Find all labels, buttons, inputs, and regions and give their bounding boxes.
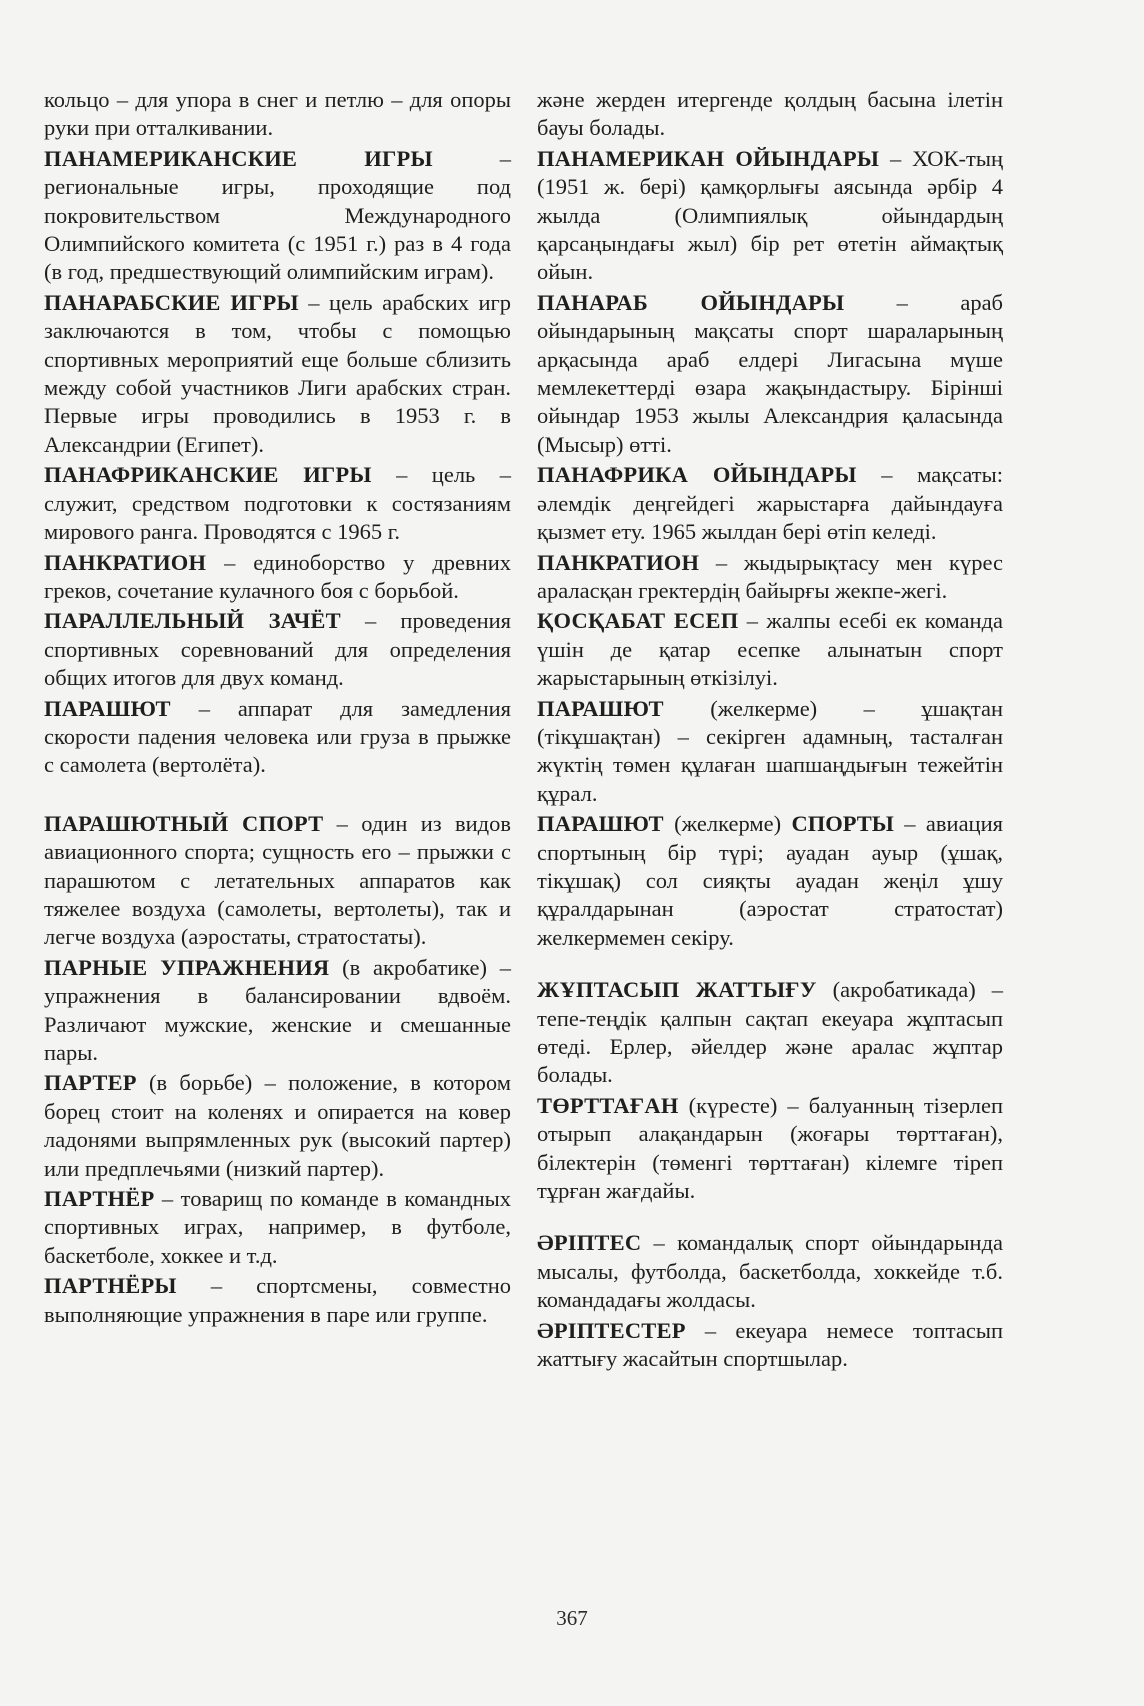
entry-text: (в борьбе) – положение, в котором борец стоит на коленях и опирается на ковер ладонями выпрямленных рук (высокий партер) или предплечьями (низкий партер). bbox=[44, 1070, 511, 1181]
entry-parachute bbox=[44, 695, 511, 780]
entry-pair-exercises bbox=[44, 954, 511, 1068]
entry-term: ПАНКРАТИОН bbox=[537, 549, 700, 575]
entry-term: ПАРАШЮТНЫЙ СПОРТ bbox=[44, 810, 324, 836]
entry-term-second: СПОРТЫ bbox=[791, 811, 894, 837]
entry-panamerican-games bbox=[537, 145, 1003, 287]
entry-term: ПАРАЛЛЕЛЬНЫЙ ЗАЧЁТ bbox=[44, 608, 341, 634]
entry-pankration bbox=[44, 549, 511, 606]
entry-text: – ХОК-тың (1951 ж. бері) қамқорлығы аясында әрбір 4 жылда (Олимпиялық ойындардың қарсаңындағы жыл) бір рет өтетін аймақтық ойын. bbox=[537, 145, 1003, 285]
entry-text: – проведения спортивных соревнований для определения общих итогов для двух команд. bbox=[44, 608, 511, 691]
entry-parterre bbox=[44, 1069, 511, 1183]
entry-term: ПАНКРАТИОН bbox=[44, 549, 207, 575]
entry-term: ПАНАФРИКАНСКИЕ ИГРЫ bbox=[44, 462, 372, 488]
entry-term: ПАРТЕР bbox=[44, 1070, 137, 1096]
entry-text: – цель – служит, средством подготовки к состязаниям мирового ранга. Проводятся с 1965 г. bbox=[44, 462, 511, 545]
entry-term: ПАНАРАБ ОЙЫНДАРЫ bbox=[537, 289, 845, 315]
entry-text: – араб ойындарының мақсаты спорт шараларының арқасында араб елдері Лигасына мүше мемлекеттерді өзара жақындастыру. Бірінші ойындар 1953 жылы Александрия қаласында (Мысыр) өтті. bbox=[537, 289, 1003, 457]
entry-term: ПАРАШЮТ bbox=[537, 695, 664, 721]
entry-text: (в акробатике) – упражнения в балансировании вдвоём. Различают мужские, женские и смешанные пары. bbox=[44, 954, 511, 1065]
entry-partner bbox=[44, 1185, 511, 1270]
entry-partners bbox=[537, 1317, 1003, 1374]
entry-text: – аппарат для замедления скорости падения человека или груза в прыжке с самолета (вертолёта). bbox=[44, 695, 511, 778]
entry-term: ӘРІПТЕС bbox=[537, 1230, 642, 1256]
entry-text: (акробатикада) – тепе-теңдік қалпын сақтап екеуара жұптасып өтеді. Ерлер, әйелдер және аралас жұптар болады. bbox=[537, 977, 1003, 1088]
entry-text: – екеуара немесе топтасып жаттығу жасайтын спортшылар. bbox=[537, 1317, 1003, 1372]
entry-parterre bbox=[537, 1092, 1003, 1206]
entry-term: ПАРТНЁРЫ bbox=[44, 1273, 177, 1299]
entry-term: ПАРАШЮТ bbox=[537, 811, 664, 837]
entry-term: ЖҰПТАСЫП ЖАТТЫҒУ bbox=[537, 977, 817, 1003]
entry-text: – командалық спорт ойындарында мысалы, футболда, баскетболда, хоккейде т.б. командадағы жолдасы. bbox=[537, 1230, 1003, 1313]
page-number: 367 bbox=[556, 1606, 588, 1630]
entry-text: – цель арабских игр заключаются в том, чтобы с помощью спортивных мероприятий еще больше сблизить между собой участников Лиги арабских стран. Первые игры проводились в 1953 г. в Александрии (Египет). bbox=[44, 289, 511, 457]
entry-term: ПАРНЫЕ УПРАЖНЕНИЯ bbox=[44, 954, 330, 980]
entry-text: – единоборство у древних греков, сочетание кулачного боя с борьбой. bbox=[44, 549, 511, 603]
entry-text: – региональные игры, проходящие под покровительством Международного Олимпийского комитета (с 1951 г.) раз в 4 года (в год, предшествующий олимпийским играм). bbox=[44, 145, 511, 285]
entry-term: ПАРТНЁР bbox=[44, 1186, 155, 1212]
entry-panamerican-games bbox=[44, 145, 511, 287]
entry-parachuting-sport bbox=[537, 810, 1003, 952]
entry-text: және жерден итергенде қолдың басына ілетін бауы болады. bbox=[537, 87, 1003, 141]
entry-term: ӘРІПТЕСТЕР bbox=[537, 1317, 686, 1343]
right-column-kazakh bbox=[537, 86, 1003, 1375]
entry-qualifier: (желкерме) bbox=[663, 811, 792, 837]
entry-partners bbox=[44, 1272, 511, 1329]
entry-term: ТӨРТТАҒАН bbox=[537, 1092, 679, 1118]
entry-term: ҚОСҚАБАТ ЕСЕП bbox=[537, 608, 739, 634]
entry-text: – жалпы есебі ек команда үшін де қатар есепке алынатын спорт жарыстарының өткізілуі. bbox=[537, 608, 1004, 691]
entry-term: ПАНАРАБСКИЕ ИГРЫ bbox=[44, 289, 299, 315]
entry-term: ПАНАФРИКА ОЙЫНДАРЫ bbox=[537, 462, 857, 488]
entry-pankration bbox=[537, 549, 1003, 606]
entry-continuation bbox=[44, 86, 511, 143]
entry-panafrican-games bbox=[537, 461, 1003, 546]
entry-partner bbox=[537, 1229, 1003, 1314]
entry-term: ПАНАМЕРИКАНСКИЕ ИГРЫ bbox=[44, 145, 433, 171]
entry-panafrican-games bbox=[44, 461, 511, 546]
entry-text: – один из видов авиационного спорта; сущность его – прыжки с парашютом с летательных аппаратов как тяжелее воздуха (самолеты, вертолеты), так и легче воздуха (аэростаты, стратостаты). bbox=[44, 810, 511, 950]
entry-continuation bbox=[537, 86, 1003, 143]
entry-term: ПАРАШЮТ bbox=[44, 695, 171, 721]
entry-text: – товарищ по команде в командных спортивных играх, например, в футболе, баскетболе, хоккее и т.д. bbox=[44, 1186, 511, 1268]
entry-term: ПАНАМЕРИКАН ОЙЫНДАРЫ bbox=[537, 145, 880, 171]
left-column-russian bbox=[44, 86, 511, 1331]
entry-text: – мақсаты: әлемдік деңгейдегі жарыстарға дайындауға қызмет ету. 1965 жылдан бері өтіп келеді. bbox=[537, 462, 1004, 545]
entry-parallel-scoring bbox=[537, 607, 1003, 692]
entry-text: (күресте) – балуанның тізерлеп отырып алақандарын (жоғары төрттаған), білектерін (төменгі төрттаған) кілемге тіреп тұрған жағдайы. bbox=[537, 1092, 1003, 1204]
entry-panarab-games bbox=[537, 289, 1003, 459]
entry-parallel-scoring bbox=[44, 607, 511, 692]
entry-text: – жыдырықтасу мен күрес араласқан гректердің байырғы жекпе-жегі. bbox=[537, 549, 1003, 603]
entry-panarab-games bbox=[44, 289, 511, 459]
entry-pair-exercises bbox=[537, 976, 1003, 1090]
entry-text: – авиация спортының бір түрі; ауадан ауыр (ұшақ, тікұшақ) сол сияқты ауадан жеңіл ұшу құралдарынан (аэростат стратостат) желкермемен секіру. bbox=[537, 811, 1003, 950]
entry-text: кольцо – для упора в снег и петлю – для опоры руки при отталкивании. bbox=[44, 87, 511, 141]
entry-parachute bbox=[537, 695, 1003, 809]
entry-parachuting-sport bbox=[44, 810, 511, 952]
entry-text: – спортсмены, совместно выполняющие упражнения в паре или группе. bbox=[44, 1273, 511, 1327]
entry-text: (желкерме) – ұшақтан (тікұшақтан) – секірген адамның, тасталған жүктің төмен құлаған шапшаңдығын тежейтін құрал. bbox=[537, 695, 1003, 806]
